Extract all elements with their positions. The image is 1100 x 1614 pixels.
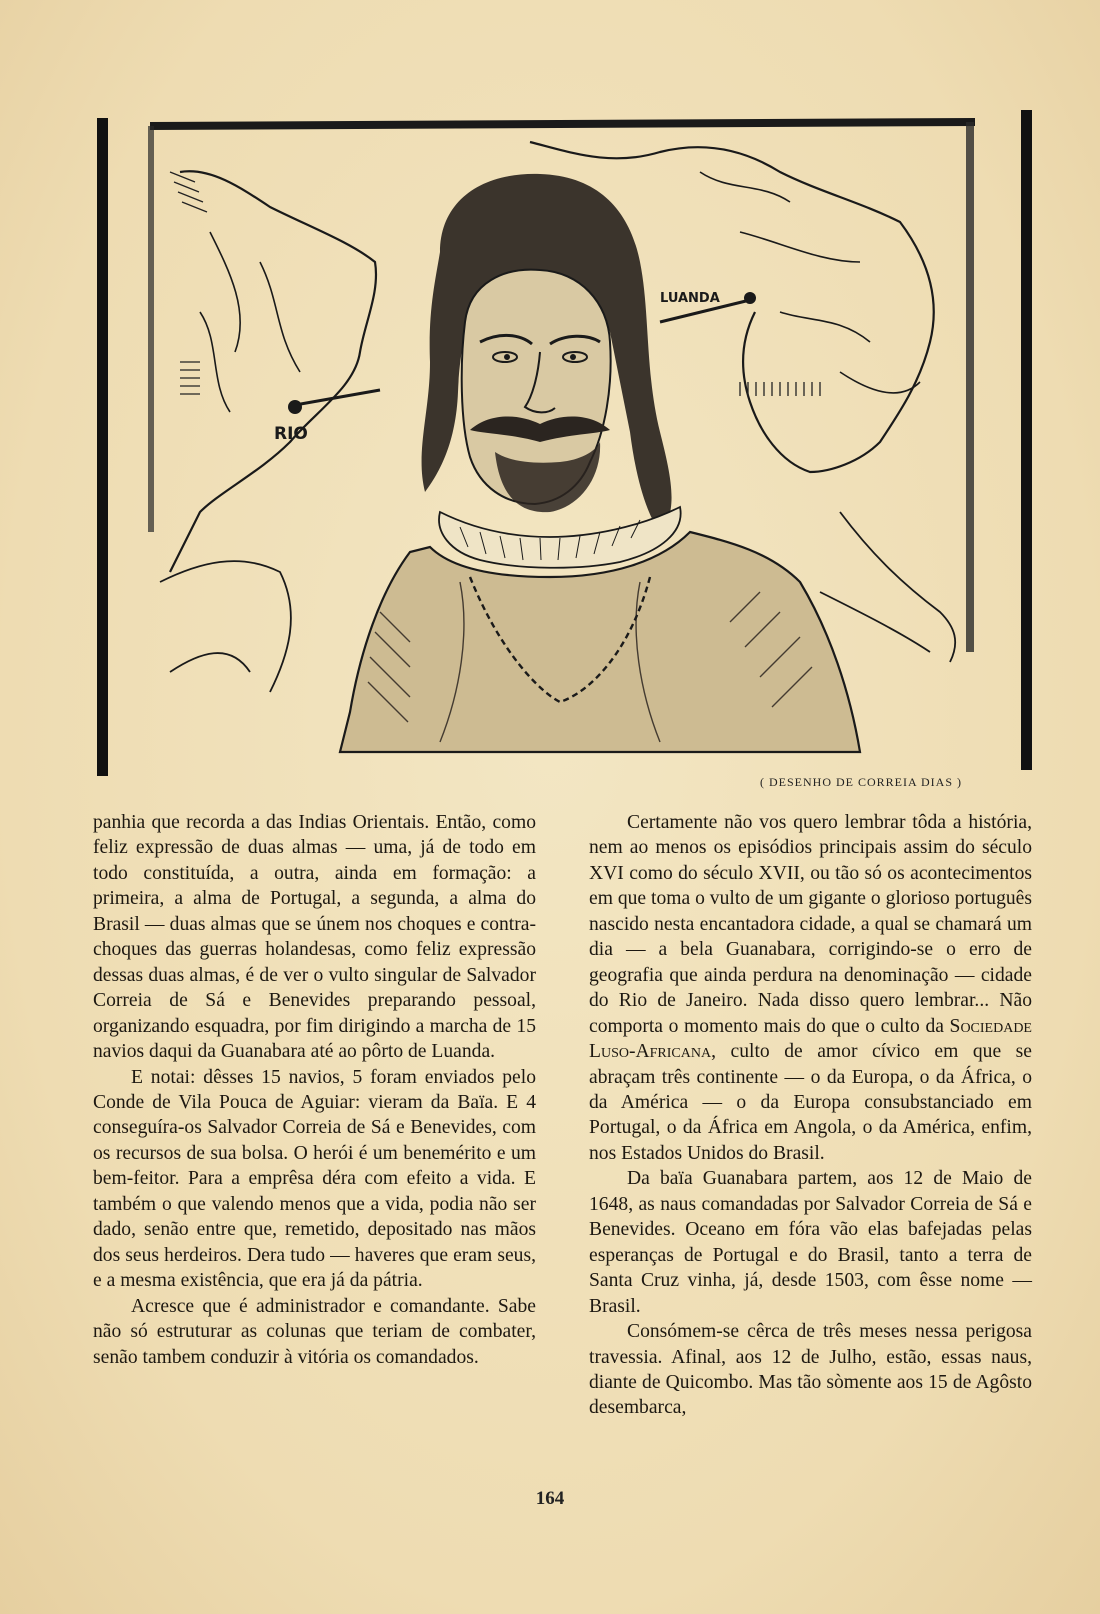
illustration-caption: ( DESENHO DE CORREIA DIAS ) <box>760 775 962 789</box>
map-label-rio: RIO <box>274 424 308 444</box>
illustration-portrait-map <box>140 112 985 764</box>
left-paragraph-1: panhia que recorda a das Indias Orientais. Então, como feliz expressão de duas almas — uma, já de todo em todo constituída, a outra, ainda em formação: a primeira, a alma de Portugal, a segunda, a alma do Brasil — duas almas que se únem nos choques e contra-choques das guerras holandesas, como feliz expressão dessas duas almas, é de ver o vulto singular de Salvador Correia de Sá e Benevides preparando pessoal, organizando esquadra, por fim dirigindo a marcha de 15 navios daqui da Guanabara até ao pôrto de Luanda. <box>93 812 536 1063</box>
coast-hatching-left <box>170 172 207 394</box>
left-paragraph-3: Acresce que é administrador e comandante. Sabe não só estruturar as colunas que teriam de combater, senão tambem conduzir à vitória os comandados. <box>93 1295 536 1368</box>
luanda-marker <box>744 292 756 304</box>
right-paragraph-1-part-a: Certamente não vos quero lembrar tôda a história, nem ao menos os episódios principais assim do século XVI como do século XVII, ou tão só os acontecimentos em que toma o vulto de um gigante o glorioso português nascido nesta encantadora cidade, a qual se chamará um dia — a bela Guanabara, corrigindo-se o erro de geografia que ainda perdura na denominação — cidade do Rio de Janeiro. Nada disso quero lembrar... Não comporta o momento mais do que o culto da <box>589 812 1032 1037</box>
right-frame-bar <box>1021 110 1032 770</box>
south-america-outline <box>170 171 376 572</box>
left-text-column <box>93 810 536 1370</box>
map-left-border <box>148 126 154 532</box>
lower-right-land <box>820 512 955 662</box>
map-top-border <box>150 118 975 130</box>
right-paragraph-2: Da baïa Guanabara partem, aos 12 de Maio de 1648, as naus comandadas por Salvador Correia de Sá e Benevides. Oceano em fóra vão elas bafejadas pelas esperanças de Portugal e do Brasil, tanto a terra de Santa Cruz vinha, já, desde 1503, com êsse nome — Brasil. <box>589 1168 1032 1317</box>
lower-left-land <box>160 561 291 692</box>
right-paragraph-1-part-b: culto de amor cívico em que se abraçam três continente — o da Europa, o da África, o da América — o da Europa consubstanciado em Portugal, o da África em Angola, o da América, enfim, nos Estados Unidos do Brasil. <box>589 1041 1032 1164</box>
right-paragraph-1 <box>589 810 1032 1166</box>
portrait-ruff-collar <box>439 507 681 568</box>
rio-marker <box>288 400 302 414</box>
south-america-interior <box>200 232 300 412</box>
africa-interior <box>700 172 920 393</box>
coast-hatching-right <box>740 382 820 396</box>
left-paragraph-2: E notai: dêsses 15 navios, 5 foram enviados pelo Conde de Vila Pouca de Aguiar: vieram da Baïa. E 4 conseguíra-os Salvador Correia de Sá e Benevides, com os recursos de sua bolsa. O herói é um benemérito e um bem-feitor. Para a emprêsa déra com efeito a vida. E também o que valendo menos que a vida, podia não ser dado, senão entre que, remetido, depositado nas mãos dos seus herdeiros. Dera tudo — haveres que eram seus, e a mesma existência, que era já da pátria. <box>93 1066 536 1292</box>
map-right-border <box>966 122 974 652</box>
left-frame-bar <box>97 118 108 776</box>
page-number: 164 <box>535 1488 565 1509</box>
map-label-luanda: LUANDA <box>660 291 720 306</box>
society-name: Sociedade Luso-Africana, <box>589 1015 1032 1063</box>
right-text-column <box>589 810 1032 1421</box>
right-paragraph-3: Consómem-se cêrca de três meses nessa perigosa travessia. Afinal, aos 12 de Julho, estão, essas naus, diante de Quicombo. Mas tão sòmente aos 15 de Agôsto desembarca, <box>589 1321 1032 1419</box>
